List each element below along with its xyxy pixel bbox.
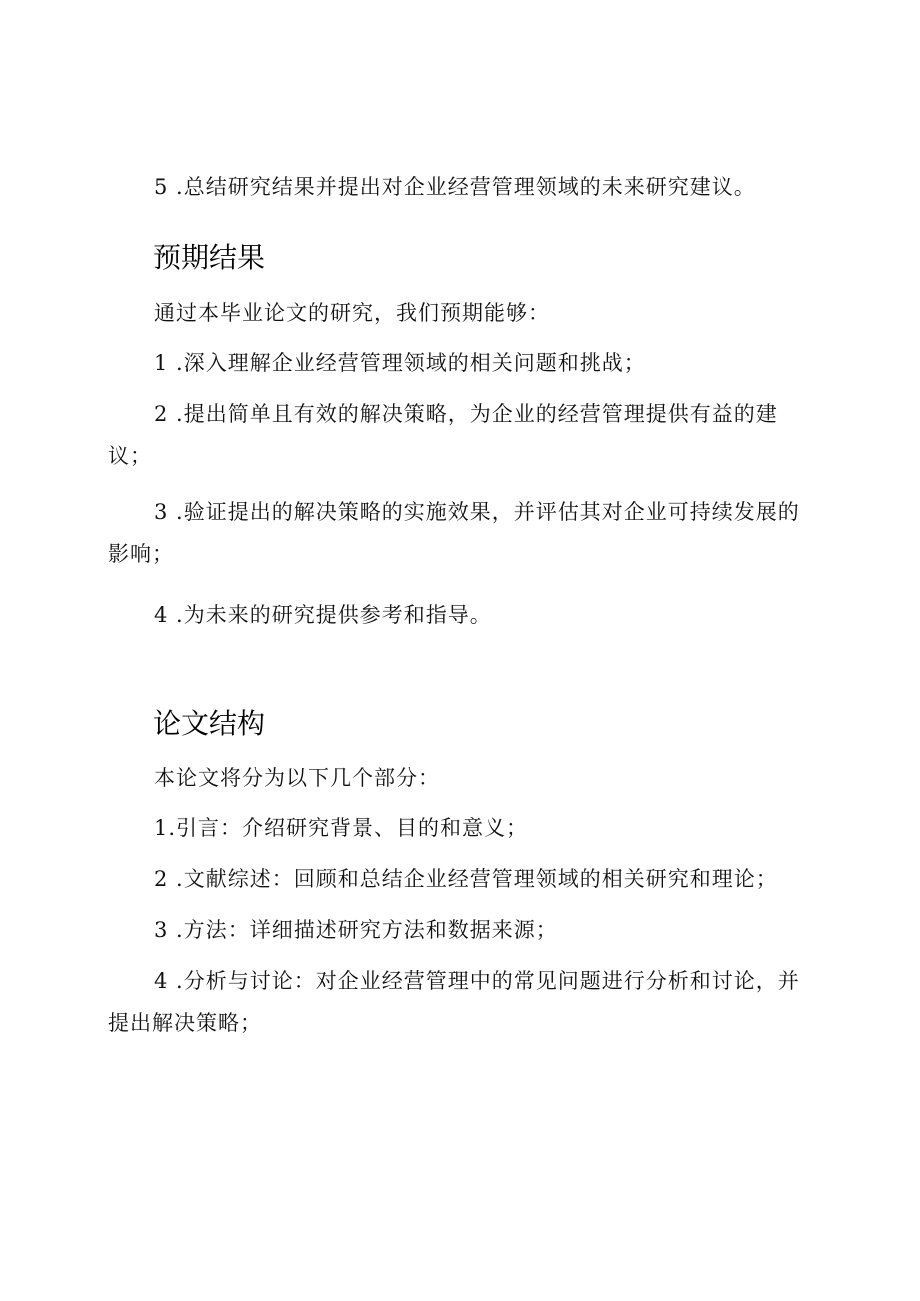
- thesis-structure-heading: 论文结构: [153, 707, 266, 740]
- expected-item-1: 1 .深入理解企业经营管理领域的相关问题和挑战；: [154, 351, 646, 375]
- expected-item-3: 3 .验证提出的解决策略的实施效果，并评估其对企业可持续发展的影响；: [108, 500, 800, 566]
- structure-item-1: 1.引言：介绍研究背景、目的和意义；: [154, 816, 529, 840]
- expected-item-2: 2 .提出简单且有效的解决策略，为企业的经营管理提供有益的建议；: [108, 402, 778, 468]
- structure-item-4: 4 .分析与讨论：对企业经营管理中的常见问题进行分析和讨论，并提出解决策略；: [108, 969, 800, 1035]
- structure-item-3: 3 .方法：详细描述研究方法和数据来源；: [154, 918, 558, 942]
- expected-item-4: 4 .为未来的研究提供参考和指导。: [154, 603, 492, 627]
- thesis-structure-intro: 本论文将分为以下几个部分：: [154, 766, 440, 790]
- research-step-5: 5 .总结研究结果并提出对企业经营管理领域的未来研究建议。: [154, 175, 756, 199]
- expected-results-heading: 预期结果: [153, 241, 266, 274]
- expected-results-intro: 通过本毕业论文的研究，我们预期能够：: [154, 301, 550, 325]
- structure-item-2: 2 .文献综述：回顾和总结企业经营管理领域的相关研究和理论；: [154, 867, 778, 891]
